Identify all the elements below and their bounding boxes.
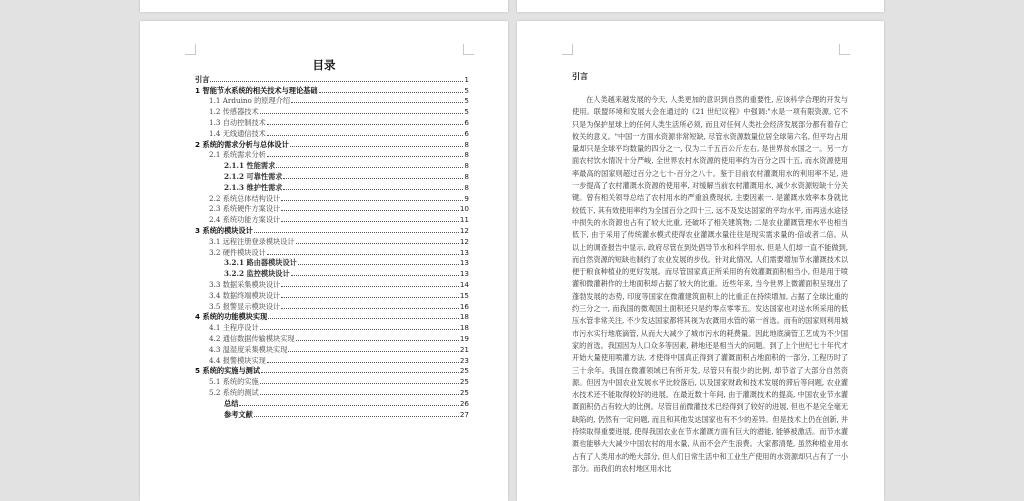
toc-entry-label: 引言	[195, 74, 210, 84]
toc-entry-label: 4.2 通信数据传输模块实现	[209, 333, 295, 343]
toc-entry-label: 2.1.3 维护性需求	[224, 182, 283, 192]
toc-entry-label: 2.1 系统需求分析	[209, 150, 266, 160]
previous-page-right	[517, 0, 884, 12]
toc-entry-label: 1 智能节水系统的相关技术与理论基础	[195, 85, 318, 95]
margin-corner-mark	[839, 44, 850, 55]
toc-entry-page: 19	[459, 333, 469, 343]
toc-entry-label: 1.4 无线通信技术	[209, 128, 266, 138]
toc-leader-dots	[281, 286, 459, 287]
margin-corner-mark	[185, 44, 196, 55]
toc-entry-page: 5	[464, 107, 469, 117]
toc-entry-label: 参考文献	[224, 409, 253, 419]
toc-entry-page: 9	[464, 193, 469, 203]
toc-entry-page: 27	[459, 409, 469, 419]
body-paragraph: 在人类越来越发展的今天, 人类更加的意识到自然的重要性, 应该科学合理的开发与使用。联盟环境和发展大会在通过的《21 世纪议程》中强调:"水是一项有限资源, 它不只是为保护星球上的任何人类生活所必须, 而且对任何人类社会经济发展部分都有着存亡攸关的意义。"中国一方面水资源非常短缺, 尽管水资源数量位居全球第六名, 但平均占用量却只是全球平均数量的四分之一, 仅为二千五百公斤左右, 是世界贫水国之一。另一方面农村饮水情况十分严峻, 全世界农村水资源的使用率约为百分之四十五, 而水资源使用率最高的国家则超过百分之七十-百分之八十。鉴于目前农村灌溉用水的利用率不足, 进一步提高了农村灌溉水资源的使用率, 对缓解当前农村灌溉用水, 减少水资源短缺十分关键。曾有相关领导总结了农村用水的严重浪费现状, 主要因素一. 是灌溉水效率本身就比较低下, 其有效使用率约为全国百分之四十三, 远不及发达国家的平均水平, 而再送水途径中损失的水资源也占有了较大比重, 还破坏了相关建筑物; 二是农业灌溉管理水平也相当低下, 由于采用了传统灌水模式使得农业灌溉水量往往是现实需求量的-倍或者二倍。从以上的调查报告中显示, 政府尽管在到处倡导节水和科学用水, 但是人们却一直不能做到, 而自然资源的短缺也制约了农业发展的步伐。针对此情况, 人们需要增加节水灌溉技术以便于粮食种植业的更好发展。而尽管国家真正所采用的有效灌溉面积相当小, 但是用于喷灌和微灌耕作的土地面积却占据了较大的比重。近些年来, 当今世界上微灌面积呈现出了蓬勃发展的态势, 印度等国家在微灌建筑面积上的比重正在持续增加, 占据了全球比重的约三分之一, 而我国的微观国土面积还只是约零点零零五。发达国家也对送水所采用的低压水管非常关注, 不少发达国家都将其视为农溉用水管的第一首选。而有的国家则利用城市污水实行地底滴管, 从而大大减少了城市污水的耗费量。因此地底滴管工艺成为不少国家的首选。我国因为人口众多等因素, 耕地还是相当大的问题。到了上个世纪七十年代才开始大量使用喷灌方法, 才使得中国真正得到了灌溉面积占地面积的一部分, 工程历时了三十余年。我国在微灌领域已有所开发, 尽管只有很少的比例, 却节省了大部分自然资源。但因为中国农业发展水平比较落后, 以及国家财政和技术发展的滞后等问题, 农业灌水技术还不能取得较好的进展。在最近数十年间, 由于灌溉技术的提高, 中国农业节水灌溉面积仍占有较大的比例。尽管目前微灌技术已经得到了较好的进展, 但也不是完全毫无缺陷的, 仍然有一定问题, 而且和其他发达国家也有不少的差异。但是技术上仍在创新, 并持续取得重要进展, 使得我国农业在节水灌溉方面有巨大的潜能, 能够被激活。而节水灌溉也能够大大减少中国农村的用水量, 从而不会产生浪费。大家都清楚, 虽然种植业用水占有了人类用水的绝大部分, 但人们日常生活中和工业生产使用的水资源却只占有了一小部分。而我们的农村地区用水比	[572, 95, 848, 473]
toc-entry-page: 6	[464, 117, 469, 127]
toc-leader-dots	[276, 167, 463, 168]
toc-entry[interactable]	[195, 116, 469, 127]
toc-entry-page: 25	[459, 377, 469, 387]
toc-entry[interactable]	[195, 224, 469, 235]
toc-entry-page: 13	[459, 269, 469, 279]
margin-corner-mark	[463, 44, 474, 55]
toc-leader-dots	[281, 200, 463, 201]
toc-entry-page: 13	[459, 247, 469, 257]
section-heading: 引言	[572, 72, 588, 81]
toc-entry-page: 8	[464, 171, 469, 181]
toc-leader-dots	[298, 264, 459, 265]
toc-entry-label: 2.1.2 可靠性需求	[224, 171, 283, 181]
toc-entry-page: 25	[459, 366, 469, 376]
toc-entry-page: 25	[459, 387, 469, 397]
toc-entry[interactable]	[195, 332, 469, 343]
toc-entry-label: 2.3 系统硬件方案设计	[209, 204, 281, 214]
toc-list	[195, 73, 469, 419]
toc-entry-page: 26	[459, 398, 469, 408]
toc-entry-label: 3.1 远程注册登录模块设计	[209, 236, 295, 246]
toc-entry-page: 13	[459, 258, 469, 268]
toc-title: 目录	[312, 58, 336, 72]
toc-entry-page: 16	[459, 301, 469, 311]
toc-entry-label: 5.1 系统的实施	[209, 377, 259, 387]
toc-leader-dots	[296, 340, 459, 341]
toc-entry-page: 18	[459, 323, 469, 333]
toc-entry[interactable]	[195, 408, 469, 419]
toc-entry-page: 6	[464, 128, 469, 138]
toc-entry-label: 3.3 数据采集模块设计	[209, 279, 281, 289]
toc-entry-page: 12	[459, 225, 469, 235]
toc-leader-dots	[290, 146, 464, 147]
toc-entry[interactable]	[195, 138, 469, 149]
toc-page	[140, 21, 508, 501]
toc-entry-label: 总结	[224, 398, 239, 408]
toc-entry[interactable]	[195, 375, 469, 386]
toc-entry-page: 1	[464, 74, 469, 84]
toc-entry[interactable]	[195, 127, 469, 138]
previous-page-left	[140, 0, 508, 12]
toc-entry[interactable]	[195, 354, 469, 365]
toc-entry[interactable]	[195, 170, 469, 181]
toc-entry[interactable]	[195, 397, 469, 408]
toc-entry[interactable]	[195, 203, 469, 214]
toc-entry-label: 3.5 报警显示模块设计	[209, 301, 281, 311]
toc-entry[interactable]	[195, 311, 469, 322]
toc-entry-label: 4.1 主程序设计	[209, 323, 259, 333]
toc-leader-dots	[267, 254, 459, 255]
toc-entry-page: 5	[464, 96, 469, 106]
toc-entry[interactable]	[195, 257, 469, 268]
toc-entry-page: 10	[459, 204, 469, 214]
toc-leader-dots	[261, 372, 459, 373]
toc-leader-dots	[288, 351, 458, 352]
toc-entry[interactable]	[195, 149, 469, 160]
toc-entry-page: 12	[459, 236, 469, 246]
toc-entry-label: 4.3 温湿度采集模块实现	[209, 344, 288, 354]
toc-leader-dots	[254, 416, 459, 417]
toc-entry-page: 14	[459, 279, 469, 289]
toc-entry[interactable]	[195, 95, 469, 106]
toc-leader-dots	[267, 156, 464, 157]
toc-entry-label: 3.2.1 路由器模块设计	[224, 258, 297, 268]
toc-entry[interactable]	[195, 267, 469, 278]
toc-entry[interactable]	[195, 105, 469, 116]
body-page	[517, 21, 884, 501]
toc-entry-label: 5 系统的实施与测试	[195, 366, 261, 376]
toc-leader-dots	[268, 318, 459, 319]
toc-leader-dots	[260, 329, 459, 330]
toc-entry[interactable]	[195, 278, 469, 289]
toc-entry[interactable]	[195, 213, 469, 224]
toc-entry-label: 3.2 硬件模块设计	[209, 247, 266, 257]
toc-entry-label: 4.4 报警模块实现	[209, 355, 266, 365]
toc-leader-dots	[283, 189, 463, 190]
toc-entry-label: 4 系统的功能模块实现	[195, 312, 268, 322]
toc-entry[interactable]	[195, 246, 469, 257]
toc-entry[interactable]	[195, 300, 469, 311]
toc-entry[interactable]	[195, 343, 469, 354]
toc-leader-dots	[291, 275, 459, 276]
toc-entry-label: 3.4 数据终端模块设计	[209, 290, 281, 300]
toc-entry[interactable]	[195, 321, 469, 332]
toc-entry-label: 1.2 传感器技术	[209, 107, 259, 117]
toc-entry-page: 8	[464, 139, 469, 149]
toc-entry-label: 1.3 自动控制技术	[209, 117, 266, 127]
toc-entry-label: 3 系统的模块设计	[195, 225, 253, 235]
toc-entry-page: 21	[459, 344, 469, 354]
toc-entry-page: 11	[459, 215, 469, 225]
toc-entry-label: 5.2 系统的测试	[209, 387, 259, 397]
toc-entry-label: 2.4 系统功能方案设计	[209, 215, 281, 225]
toc-entry-label: 2.2 系统总体结构设计	[209, 193, 281, 203]
toc-entry[interactable]	[195, 386, 469, 397]
toc-leader-dots	[260, 113, 464, 114]
toc-leader-dots	[283, 178, 463, 179]
toc-leader-dots	[254, 232, 459, 233]
toc-entry[interactable]	[195, 181, 469, 192]
toc-leader-dots	[291, 102, 463, 103]
toc-leader-dots	[281, 221, 459, 222]
toc-entry-page: 15	[459, 290, 469, 300]
toc-leader-dots	[281, 297, 459, 298]
toc-entry-label: 1.1 Arduino 的原理介绍	[209, 96, 291, 106]
toc-entry[interactable]	[195, 159, 469, 170]
toc-entry[interactable]	[195, 73, 469, 84]
toc-entry-page: 8	[464, 182, 469, 192]
toc-entry-page: 23	[459, 355, 469, 365]
toc-leader-dots	[296, 243, 459, 244]
toc-entry[interactable]	[195, 192, 469, 203]
toc-entry[interactable]	[195, 289, 469, 300]
toc-entry-page: 8	[464, 161, 469, 171]
toc-leader-dots	[319, 92, 464, 93]
toc-leader-dots	[267, 135, 464, 136]
toc-leader-dots	[281, 210, 459, 211]
toc-leader-dots	[260, 383, 459, 384]
toc-entry[interactable]	[195, 235, 469, 246]
toc-leader-dots	[267, 362, 459, 363]
toc-entry-label: 3.2.2 监控模块设计	[224, 269, 290, 279]
toc-leader-dots	[210, 81, 463, 82]
toc-entry-label: 2 系统的需求分析与总体设计	[195, 139, 289, 149]
toc-entry-page: 8	[464, 150, 469, 160]
toc-entry-page: 5	[464, 85, 469, 95]
toc-leader-dots	[281, 308, 459, 309]
toc-entry[interactable]	[195, 365, 469, 376]
toc-leader-dots	[267, 124, 464, 125]
margin-corner-mark	[562, 44, 573, 55]
toc-leader-dots	[260, 394, 459, 395]
toc-entry-label: 2.1.1 性能需求	[224, 161, 276, 171]
toc-leader-dots	[239, 405, 458, 406]
toc-entry-page: 18	[459, 312, 469, 322]
toc-entry[interactable]	[195, 84, 469, 95]
